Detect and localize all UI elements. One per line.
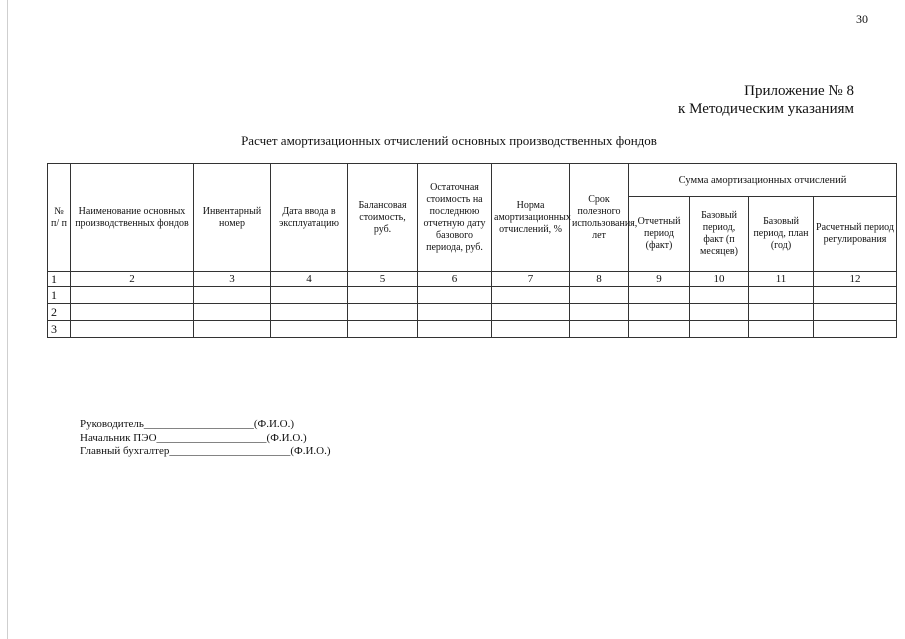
appendix-caption	[560, 82, 854, 118]
table-cell	[271, 287, 348, 304]
page-margin-line	[7, 0, 8, 639]
header-useful-life: Срок полезного использования, лет	[570, 164, 629, 272]
column-number: 9	[629, 272, 690, 287]
table-cell	[492, 304, 570, 321]
table-cell	[271, 304, 348, 321]
table-cell	[194, 287, 271, 304]
table-cell	[690, 287, 749, 304]
table-row	[48, 287, 897, 304]
table-cell	[418, 304, 492, 321]
table-cell	[570, 287, 629, 304]
table-cell	[749, 321, 814, 338]
column-number: 2	[71, 272, 194, 287]
signature-head: Руководитель____________________(Ф.И.О.)	[80, 418, 295, 430]
column-number: 1	[48, 272, 71, 287]
header-base-period-plan: Базовый период, план (год)	[749, 197, 814, 272]
header-depreciation-sum-group: Сумма амортизационных отчислений	[629, 164, 897, 197]
header-base-period-fact: Базовый период, факт (п месяцев)	[690, 197, 749, 272]
signature-chief-accountant: Главный бухгалтер______________________(Ф.И.О.)	[80, 445, 331, 457]
header-commissioning-date: Дата ввода в эксплуатацию	[271, 164, 348, 272]
table-cell	[492, 287, 570, 304]
column-number: 11	[749, 272, 814, 287]
page-number: 30	[856, 12, 868, 26]
header-inventory-number: Инвентарный номер	[194, 164, 271, 272]
column-number: 5	[348, 272, 418, 287]
table-cell	[749, 304, 814, 321]
row-number: 2	[48, 304, 71, 321]
table-cell	[492, 321, 570, 338]
appendix-line-1: Приложение № 8	[744, 83, 854, 99]
table-cell	[749, 287, 814, 304]
column-number: 10	[690, 272, 749, 287]
column-number: 4	[271, 272, 348, 287]
header-depreciation-rate: Норма амортизационных отчислений, %	[492, 164, 570, 272]
table-cell	[71, 304, 194, 321]
table-cell	[418, 287, 492, 304]
column-number: 6	[418, 272, 492, 287]
header-row-number: № п/ п	[48, 164, 71, 272]
table-cell	[570, 321, 629, 338]
table-cell	[814, 304, 897, 321]
table-cell	[570, 304, 629, 321]
header-reporting-period: Отчетный период (факт)	[629, 197, 690, 272]
table-cell	[348, 287, 418, 304]
signature-peo-chief: Начальник ПЭО____________________(Ф.И.О.)	[80, 431, 307, 444]
column-number: 12	[814, 272, 897, 287]
column-number: 7	[492, 272, 570, 287]
table-cell	[814, 321, 897, 338]
header-residual-value: Остаточная стоимость на последнюю отчетную дату базового периода, руб.	[418, 164, 492, 272]
row-number: 1	[48, 287, 71, 304]
table-cell	[194, 321, 271, 338]
table-cell	[629, 321, 690, 338]
table-cell	[194, 304, 271, 321]
table-cell	[271, 321, 348, 338]
table-cell	[71, 321, 194, 338]
table-cell	[814, 287, 897, 304]
header-calculation-period: Расчетный период регулирования	[814, 197, 897, 272]
column-number: 8	[570, 272, 629, 287]
table-cell	[629, 287, 690, 304]
table-cell	[690, 321, 749, 338]
signature-block	[80, 418, 331, 459]
depreciation-table	[47, 163, 897, 338]
column-number-row	[48, 272, 897, 287]
table-cell	[690, 304, 749, 321]
table-cell	[71, 287, 194, 304]
table-row	[48, 321, 897, 338]
table-cell	[348, 321, 418, 338]
table-cell	[629, 304, 690, 321]
column-number: 3	[194, 272, 271, 287]
appendix-line-2: к Методическим указаниям	[678, 101, 854, 117]
table-row	[48, 304, 897, 321]
row-number: 3	[48, 321, 71, 338]
table-cell	[418, 321, 492, 338]
document-title: Расчет амортизационных отчислений основных производственных фондов	[241, 133, 657, 148]
header-balance-value: Балансовая стоимость, руб.	[348, 164, 418, 272]
table-cell	[348, 304, 418, 321]
header-asset-name: Наименование основных производственных фондов	[71, 164, 194, 272]
